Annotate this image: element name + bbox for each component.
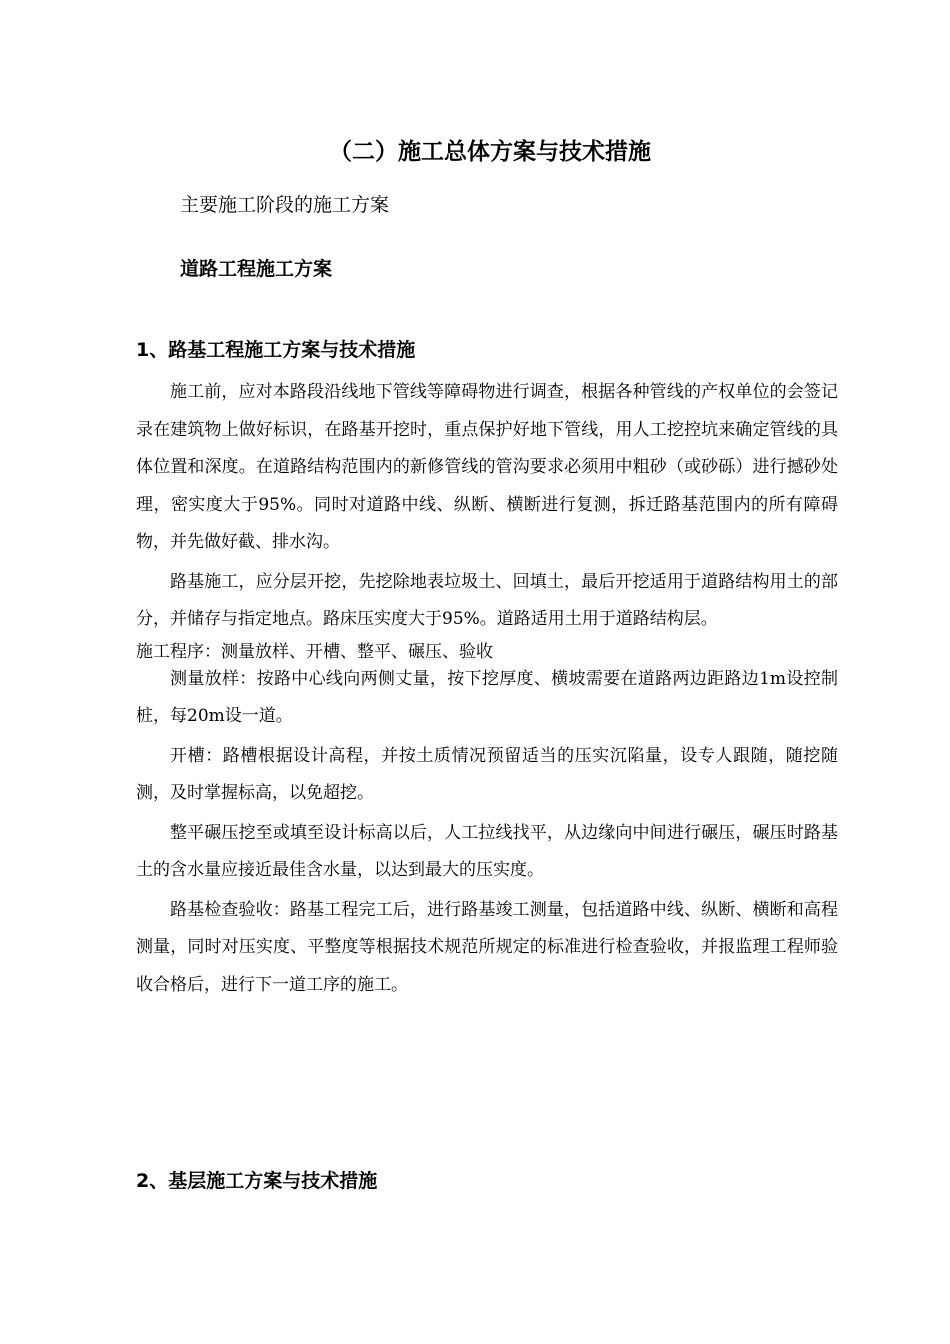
paragraph-survey-layout: 测量放样：按路中心线向两侧丈量，按下挖厚度、横坡需要在道路两边距路边1m设控制桩，每20m设一道。 — [136, 668, 838, 726]
paragraph-subgrade-excavation: 路基施工，应分层开挖，先挖除地表垃圾土、回填土，最后开挖适用于道路结构用土的部分，并储存与指定地点。路床压实度大于95%。道路适用土用于道路结构层。 — [136, 571, 838, 629]
paragraph-leveling-rolling: 整平碾压挖至或填至设计标高以后，人工拉线找平，从边缘向中间进行碾压，碾压时路基土的含水量应接近最佳含水量，以达到最大的压实度。 — [136, 822, 838, 880]
document-subtitle: 主要施工阶段的施工方案 — [180, 194, 390, 216]
subsection-heading-subgrade: 1、路基工程施工方案与技术措施 — [136, 339, 416, 361]
subsection-heading-base-course: 2、基层施工方案与技术措施 — [136, 1170, 378, 1192]
subgrade-body — [136, 374, 838, 1004]
paragraph-trenching: 开槽：路槽根据设计高程，并按土质情况预留适当的压实沉陷量，设专人跟随，随挖随测，及时掌握标高，以免超挖。 — [136, 745, 838, 803]
document-title: （二）施工总体方案与技术措施 — [329, 139, 651, 165]
paragraph-procedure: 施工程序：测量放样、开槽、整平、碾压、验收 — [136, 641, 493, 662]
paragraph-pre-construction: 施工前，应对本路段沿线地下管线等障碍物进行调查，根据各种管线的产权单位的会签记录在建筑物上做好标识，在路基开挖时，重点保护好地下管线，用人工挖控坑来确定管线的具体位置和深度。在道路结构范围内的新修管线的管沟要求必须用中粗砂（或砂砾）进行撼砂处理，密实度大于95%。同时对道路中线、纵断、横断进行复测，拆迁路基范围内的所有障碍物，并先做好截、排水沟。 — [136, 382, 838, 552]
section-heading-road-works: 道路工程施工方案 — [180, 258, 333, 280]
paragraph-inspection-acceptance: 路基检查验收：路基工程完工后，进行路基竣工测量，包括道路中线、纵断、横断和高程测量，同时对压实度、平整度等根据技术规范所规定的标准进行检查验收，并报监理工程师验收合格后，进行下一道工序的施工。 — [136, 899, 838, 995]
